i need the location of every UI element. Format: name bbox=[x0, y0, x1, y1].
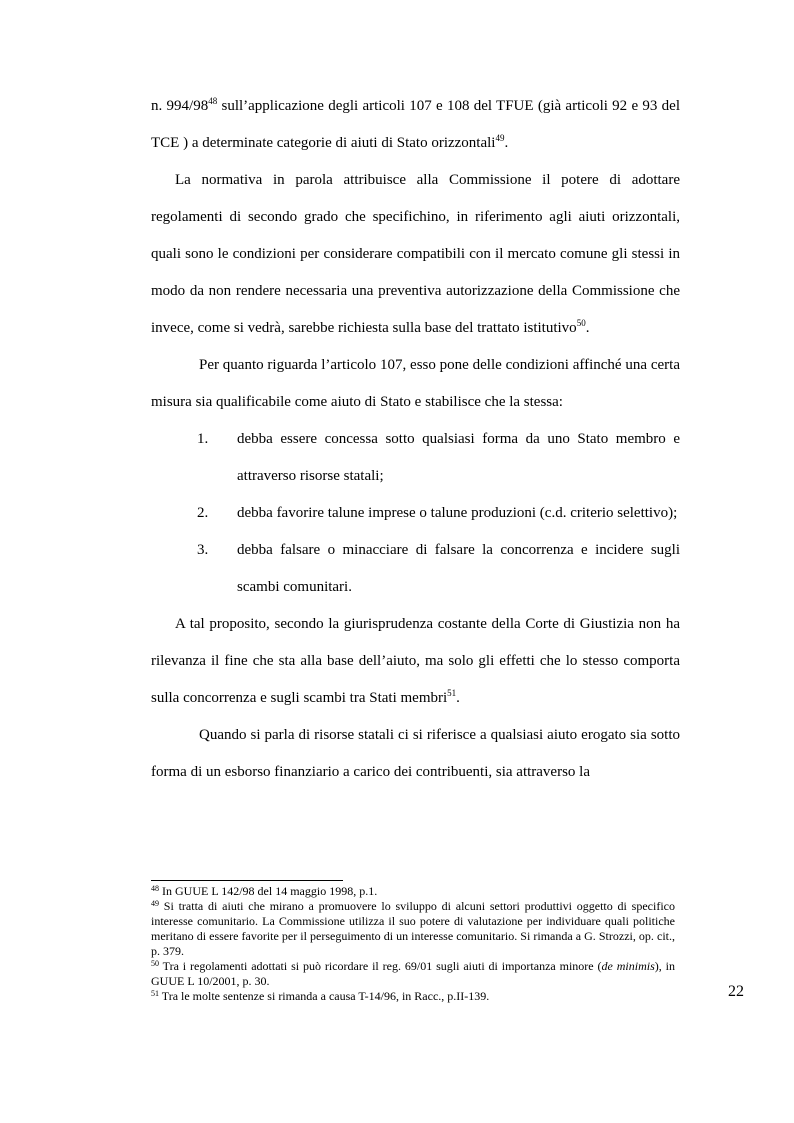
footnote: $^{50}$ Tra i regolamenti adottati si può ricordare il reg. 69/01 sugli aiuti di importanza minore (de minimis), in GUUE L 10/2001, p. 30. bbox=[151, 959, 675, 988]
list-item-text: debba favorire talune imprese o talune produzioni (c.d. criterio selettivo); bbox=[237, 505, 678, 521]
paragraph: Quando si parla di risorse statali ci si riferisce a qualsiasi aiuto erogato sia sotto forma di un esborso finanziario a carico dei contribuenti, sia attraverso la bbox=[151, 727, 680, 780]
list-item-text: debba essere concessa sotto qualsiasi forma da uno Stato membro e attraverso risorse statali; bbox=[237, 431, 680, 484]
footnote-separator bbox=[151, 880, 343, 881]
footnote: $^{49}$ Si tratta di aiuti che mirano a promuovere lo sviluppo di alcuni settori produttivi oggetto di specifico interesse comunitario. La Commissione utilizza il suo potere di valutazione per individuare quali politiche meritano di essere favorite per il perseguimento di un interesse comunitario. Si rimanda a G. Strozzi, op. cit., p. 379. bbox=[151, 899, 675, 958]
footnote-reference[interactable]: 50 bbox=[576, 318, 586, 328]
footnote-number: 48 bbox=[151, 884, 159, 893]
conditions-list bbox=[151, 421, 680, 606]
footnote-number: 51 bbox=[151, 989, 159, 998]
list-item-number: 1. bbox=[197, 431, 209, 447]
page-number: 22 bbox=[728, 983, 744, 1000]
footnotes bbox=[151, 884, 675, 1004]
footnote: $^{51}$ Tra le molte sentenze si rimanda a causa T-14/96, in Racc., p.II-139. bbox=[151, 989, 490, 1003]
list-item bbox=[151, 532, 680, 606]
list-item-text: debba falsare o minacciare di falsare la concorrenza e incidere sugli scambi comunitari. bbox=[237, 542, 680, 595]
list-item-number: 3. bbox=[197, 542, 209, 558]
list-item bbox=[151, 495, 680, 532]
footnote-number: 49 bbox=[151, 899, 159, 908]
paragraph: A tal proposito, secondo la giurisprudenza costante della Corte di Giustizia non ha rilevanza il fine che sta alla base dell’aiuto, ma solo gli effetti che lo stesso comporta sulla concorrenza e sugli scambi tra Stati membri$^{51}$. bbox=[151, 616, 680, 706]
paragraph: Per quanto riguarda l’articolo 107, esso pone delle condizioni affinché una certa misura sia qualificabile come aiuto di Stato e stabilisce che la stessa: bbox=[151, 357, 680, 410]
footnote-reference[interactable]: 48 bbox=[208, 96, 218, 106]
paragraph: n. 994/98$^{48}$ sull’applicazione degli articoli 107 e 108 del TFUE (già articoli 92 e 93 del TCE ) a determinate categorie di aiuti di Stato orizzontali$^{49}$. bbox=[151, 96, 680, 151]
body-text bbox=[151, 88, 680, 791]
list-item bbox=[151, 421, 680, 495]
list-item-number: 2. bbox=[197, 505, 209, 521]
footnote-reference[interactable]: 51 bbox=[447, 688, 457, 698]
paragraph: La normativa in parola attribuisce alla Commissione il potere di adottare regolamenti di secondo grado che specifichino, in riferimento agli aiuti orizzontali, quali sono le condizioni per considerare compatibili con il mercato comune gli stessi in modo da non rendere necessaria una preventiva autorizzazione della Commissione che invece, come si vedrà, sarebbe richiesta sulla base del trattato istitutivo$^{50}$. bbox=[151, 172, 680, 336]
footnote-reference[interactable]: 49 bbox=[495, 133, 505, 143]
footnote-number: 50 bbox=[151, 959, 159, 968]
footnote: $^{48}$ In GUUE L 142/98 del 14 maggio 1998, p.1. bbox=[151, 884, 378, 898]
